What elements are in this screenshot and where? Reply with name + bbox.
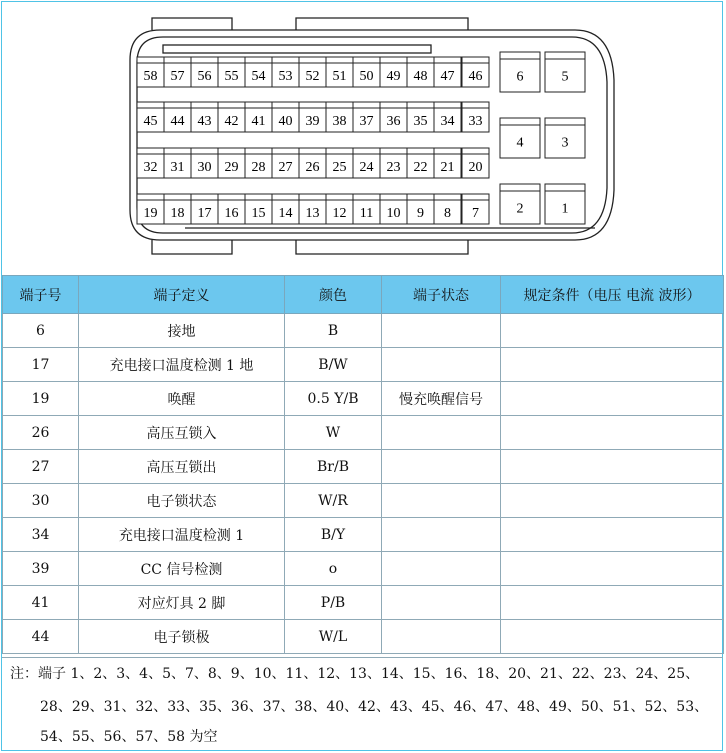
cell-pin-number: 44	[3, 620, 79, 654]
connector-pin	[407, 194, 434, 224]
cell-pin-definition: 唤醒	[79, 382, 285, 416]
cell-color: o	[285, 552, 382, 586]
connector-pin	[434, 194, 461, 224]
table-row	[3, 416, 724, 450]
note-line-3: 54、55、56、57、58 为空	[40, 729, 218, 745]
connector-pin	[545, 52, 585, 92]
pin-label: 31	[170, 160, 185, 175]
note-line-2: 28、29、31、32、33、35、36、37、38、40、42、43、45、46、47、48、49、50、51、52、53、	[40, 699, 709, 715]
table-row	[3, 518, 724, 552]
connector-key	[163, 45, 431, 53]
connector-pin	[545, 118, 585, 158]
pin-label: 41	[251, 114, 266, 129]
pin-label: 39	[305, 114, 320, 129]
cell-color: P/B	[285, 586, 382, 620]
cell-pin-state	[382, 314, 501, 348]
pin-label: 54	[251, 69, 266, 84]
table-row	[3, 382, 724, 416]
connector-pin	[191, 194, 218, 224]
cell-pin-definition: 充电接口温度检测 1 地	[79, 348, 285, 382]
connector-pin	[272, 194, 299, 224]
connector-pin	[245, 57, 272, 87]
table-row	[3, 348, 724, 382]
connector-pin	[137, 194, 164, 224]
connector-pin	[462, 102, 489, 132]
cell-color: B/W	[285, 348, 382, 382]
cell-pin-state	[382, 620, 501, 654]
pin-label: 18	[170, 206, 185, 221]
connector-pin	[299, 57, 326, 87]
pin-label: 53	[278, 69, 293, 84]
connector-pin	[164, 148, 191, 178]
pin-label: 29	[224, 160, 239, 175]
cell-pin-state	[382, 416, 501, 450]
pin-label: 37	[359, 114, 374, 129]
cell-pin-number: 19	[3, 382, 79, 416]
pin-label: 13	[305, 206, 320, 221]
connector-pin	[272, 102, 299, 132]
pin-label: 17	[197, 206, 212, 221]
cell-pin-definition: 电子锁状态	[79, 484, 285, 518]
pin-label: 8	[444, 206, 451, 221]
connector-pin	[191, 57, 218, 87]
connector-pin	[191, 148, 218, 178]
pin-label: 5	[561, 69, 569, 85]
cell-color: B/Y	[285, 518, 382, 552]
connector-pin	[500, 52, 540, 92]
cell-pin-state	[382, 552, 501, 586]
pin-label: 36	[386, 114, 401, 129]
cell-pin-state: 慢充唤醒信号	[382, 382, 501, 416]
cell-pin-definition: 接地	[79, 314, 285, 348]
cell-color: W/L	[285, 620, 382, 654]
connector-pin	[353, 57, 380, 87]
pin-label: 26	[305, 160, 320, 175]
pin-label: 32	[143, 160, 158, 175]
pin-label: 48	[413, 69, 428, 84]
connector-pin	[462, 194, 489, 224]
cell-pin-definition: 充电接口温度检测 1	[79, 518, 285, 552]
table-row	[3, 314, 724, 348]
connector-pin	[434, 102, 461, 132]
connector-pin	[434, 57, 461, 87]
table-row	[3, 484, 724, 518]
pin-label: 52	[305, 69, 320, 84]
cell-pin-number: 39	[3, 552, 79, 586]
connector-bottom-tab-left	[152, 240, 232, 254]
cell-spec-conditions	[501, 552, 724, 586]
cell-pin-definition: 高压互锁入	[79, 416, 285, 450]
pin-label: 45	[143, 114, 158, 129]
connector-pin	[407, 102, 434, 132]
cell-spec-conditions	[501, 314, 724, 348]
pin-label: 57	[170, 69, 185, 84]
connector-pin	[137, 102, 164, 132]
connector-pin	[462, 57, 489, 87]
header-pin-definition: 端子定义	[79, 276, 285, 314]
pin-label: 34	[440, 114, 455, 129]
cell-color: 0.5 Y/B	[285, 382, 382, 416]
connector-pin	[500, 118, 540, 158]
connector-pin	[299, 148, 326, 178]
cell-spec-conditions	[501, 620, 724, 654]
pin-label: 44	[170, 114, 185, 129]
pin-label: 40	[278, 114, 293, 129]
connector-pin	[245, 102, 272, 132]
connector-pin	[164, 102, 191, 132]
cell-pin-state	[382, 450, 501, 484]
cell-color: W/R	[285, 484, 382, 518]
note-block	[2, 657, 723, 751]
cell-pin-number: 6	[3, 314, 79, 348]
connector-pin	[407, 148, 434, 178]
pin-label: 46	[468, 69, 483, 84]
header-color: 颜色	[285, 276, 382, 314]
connector-pin	[218, 194, 245, 224]
connector-pin	[380, 57, 407, 87]
pin-label: 47	[440, 69, 455, 84]
pin-label: 30	[197, 160, 212, 175]
connector-pin	[407, 57, 434, 87]
table-row	[3, 552, 724, 586]
connector-pin	[380, 194, 407, 224]
header-pin-number: 端子号	[3, 276, 79, 314]
pin-label: 2	[516, 201, 524, 217]
cell-spec-conditions	[501, 518, 724, 552]
header-spec-conditions: 规定条件（电压 电流 波形）	[501, 276, 724, 314]
pin-label: 10	[386, 206, 401, 221]
pin-label: 23	[386, 160, 401, 175]
note-line-1: 注：端子 1、2、3、4、5、7、8、9、10、11、12、13、14、15、16、18、20、21、22、23、24、25、	[10, 666, 700, 682]
cell-spec-conditions	[501, 348, 724, 382]
cell-spec-conditions	[501, 586, 724, 620]
pin-label: 25	[332, 160, 347, 175]
cell-color: W	[285, 416, 382, 450]
pin-label: 12	[332, 206, 347, 221]
connector-pin	[380, 102, 407, 132]
cell-pin-definition: CC 信号检测	[79, 552, 285, 586]
connector-pin	[500, 184, 540, 224]
connector-pin	[164, 57, 191, 87]
table-row	[3, 620, 724, 654]
pin-label: 7	[472, 206, 479, 221]
connector-pin	[137, 57, 164, 87]
cell-pin-number: 41	[3, 586, 79, 620]
pin-label: 27	[278, 160, 293, 175]
connector-pin	[353, 102, 380, 132]
cell-color: Br/B	[285, 450, 382, 484]
cell-pin-state	[382, 348, 501, 382]
cell-spec-conditions	[501, 416, 724, 450]
cell-pin-number: 30	[3, 484, 79, 518]
pin-label: 58	[143, 69, 158, 84]
pin-label: 56	[197, 69, 212, 84]
connector-top-tab-left	[152, 18, 232, 30]
cell-pin-number: 27	[3, 450, 79, 484]
pin-label: 35	[413, 114, 428, 129]
pin-label: 15	[251, 206, 266, 221]
table-header-row	[3, 276, 724, 314]
cell-spec-conditions	[501, 450, 724, 484]
table-row	[3, 586, 724, 620]
pin-label: 14	[278, 206, 293, 221]
connector-pin	[353, 148, 380, 178]
pin-label: 19	[143, 206, 158, 221]
pin-label: 6	[516, 69, 524, 85]
connector-top-tab-right	[296, 18, 468, 30]
pin-label: 9	[417, 206, 424, 221]
pin-label: 20	[468, 160, 483, 175]
connector-pin	[218, 148, 245, 178]
cell-spec-conditions	[501, 484, 724, 518]
cell-pin-state	[382, 586, 501, 620]
pin-label: 24	[359, 160, 374, 175]
connector-pin	[137, 148, 164, 178]
connector-pin	[353, 194, 380, 224]
cell-color: B	[285, 314, 382, 348]
pin-label: 28	[251, 160, 266, 175]
connector-pin	[462, 148, 489, 178]
cell-pin-state	[382, 484, 501, 518]
pin-label: 3	[561, 135, 569, 151]
connector-pin	[245, 194, 272, 224]
cell-spec-conditions	[501, 382, 724, 416]
pin-label: 1	[561, 201, 569, 217]
pin-label: 51	[332, 69, 347, 84]
table-row	[3, 450, 724, 484]
pin-label: 21	[440, 160, 455, 175]
pin-definition-table	[2, 275, 724, 654]
connector-pin	[380, 148, 407, 178]
connector-pin	[299, 102, 326, 132]
connector-pin	[191, 102, 218, 132]
pin-label: 33	[468, 114, 483, 129]
connector-pin	[299, 194, 326, 224]
pin-label: 42	[224, 114, 239, 129]
connector-pin	[218, 57, 245, 87]
cell-pin-definition: 高压互锁出	[79, 450, 285, 484]
connector-pin	[218, 102, 245, 132]
connector-pin	[434, 148, 461, 178]
cell-pin-number: 26	[3, 416, 79, 450]
header-pin-state: 端子状态	[382, 276, 501, 314]
connector-pin	[164, 194, 191, 224]
pin-label: 50	[359, 69, 374, 84]
connector-diagram	[0, 0, 726, 272]
connector-bottom-tab-right	[296, 240, 468, 254]
connector-pin	[326, 148, 353, 178]
pin-label: 43	[197, 114, 212, 129]
connector-pin	[545, 184, 585, 224]
connector-pin	[326, 57, 353, 87]
cell-pin-number: 34	[3, 518, 79, 552]
cell-pin-definition: 对应灯具 2 脚	[79, 586, 285, 620]
pin-label: 38	[332, 114, 347, 129]
pin-label: 4	[516, 135, 524, 151]
connector-pin	[326, 102, 353, 132]
cell-pin-number: 17	[3, 348, 79, 382]
pin-label: 22	[413, 160, 428, 175]
pin-label: 55	[224, 69, 239, 84]
connector-pin	[272, 57, 299, 87]
pin-label: 16	[224, 206, 239, 221]
connector-pin	[245, 148, 272, 178]
cell-pin-definition: 电子锁极	[79, 620, 285, 654]
pin-label: 11	[359, 206, 374, 221]
connector-pin	[326, 194, 353, 224]
cell-pin-state	[382, 518, 501, 552]
connector-pin	[272, 148, 299, 178]
pin-label: 49	[386, 69, 401, 84]
